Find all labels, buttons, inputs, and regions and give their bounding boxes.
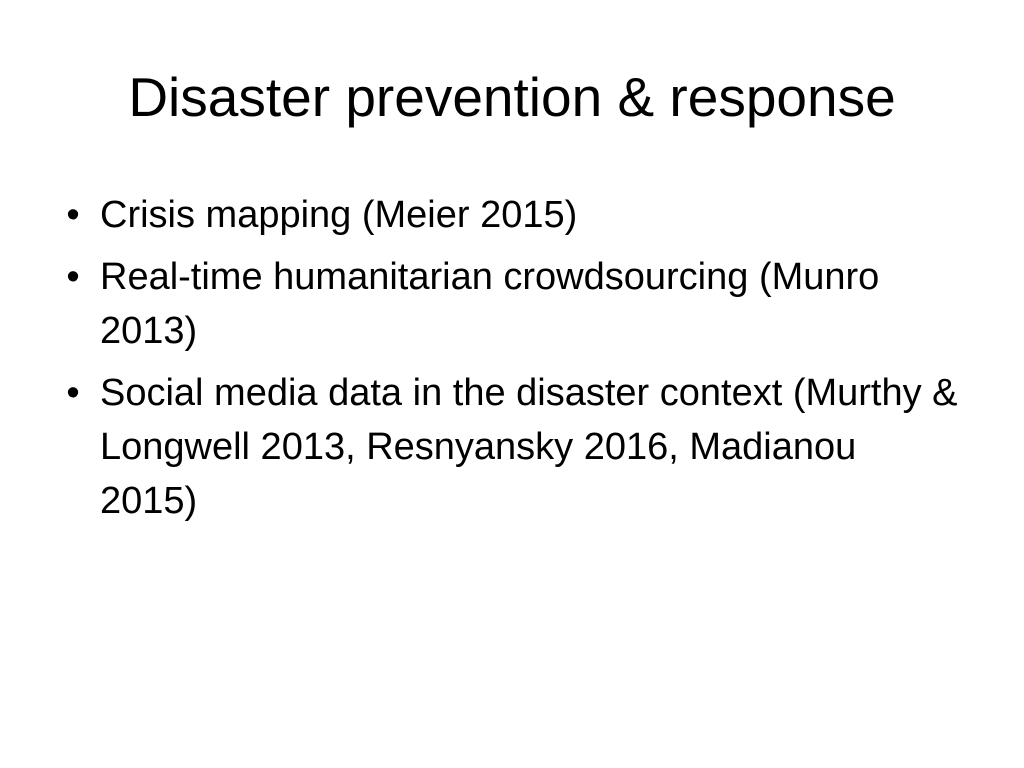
bullet-item — [58, 250, 958, 358]
bullet-icon: • — [66, 256, 80, 298]
bullet-text: Real-time humanitarian crowdsourcing (Munro 2013) — [100, 256, 880, 352]
slide-title: Disaster prevention & response — [128, 66, 896, 128]
bullet-item — [58, 366, 958, 528]
bullet-item — [58, 188, 958, 242]
bullet-text: Social media data in the disaster context (Murthy & Longwell 2013, Resnyansky 2016, Madianou 2015) — [100, 372, 958, 522]
bullet-icon: • — [66, 372, 80, 414]
bullet-icon: • — [66, 194, 80, 236]
bullet-text: Crisis mapping (Meier 2015) — [100, 194, 578, 236]
bullet-list — [58, 188, 958, 536]
